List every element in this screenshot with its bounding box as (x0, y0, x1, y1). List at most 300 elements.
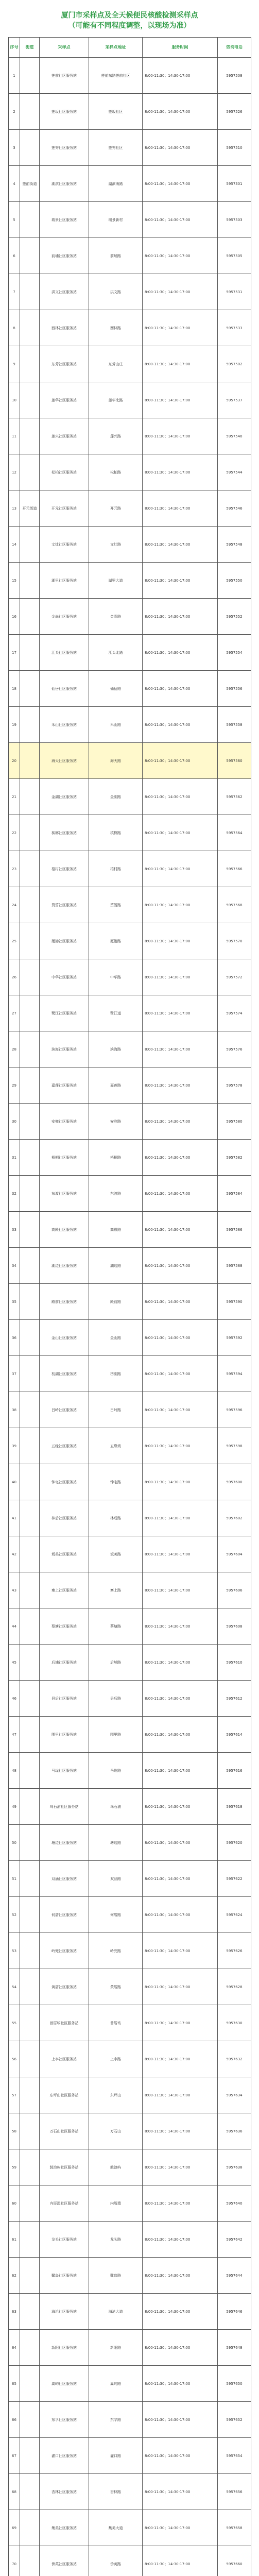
table-cell-phone: 5957640 (218, 2185, 251, 2222)
table-cell-address: 莲华北路 (89, 382, 143, 418)
table-cell-street (20, 202, 40, 238)
table-row (9, 707, 251, 743)
table-cell-street (20, 635, 40, 671)
table-cell-time: 8:00-11:30；14:30-17:00 (143, 454, 218, 490)
table-cell-time: 8:00-11:30；14:30-17:00 (143, 959, 218, 995)
table-cell-address: 筼筜路 (89, 887, 143, 923)
table-cell-site: 海天社区服务站 (40, 743, 89, 779)
table-row (9, 1969, 251, 2005)
table-cell-no: 25 (9, 923, 20, 959)
table-cell-site: 开元社区服务站 (40, 490, 89, 527)
table-cell-address: 县后路 (89, 1681, 143, 1717)
table-cell-site: 江头社区服务站 (40, 635, 89, 671)
table-cell-phone: 5957602 (218, 1500, 251, 1536)
table-cell-site: 何厝社区服务站 (40, 1897, 89, 1933)
table-cell-time: 8:00-11:30；14:30-17:00 (143, 671, 218, 707)
table-cell-time: 8:00-11:30；14:30-17:00 (143, 1536, 218, 1572)
table-cell-phone: 5957586 (218, 1212, 251, 1248)
table-row (9, 2149, 251, 2185)
table-cell-phone: 5957642 (218, 2222, 251, 2258)
table-cell-site: 杏林社区服务站 (40, 2474, 89, 2510)
table-row (9, 923, 251, 959)
table-cell-street (20, 743, 40, 779)
table-cell-phone: 5957604 (218, 1536, 251, 1572)
title-block (8, 10, 251, 31)
table-cell-address: 松柏路 (89, 454, 143, 490)
page-title: 厦门市采样点及全天候便民核酸检测采样点 (61, 11, 198, 20)
table-cell-address: 莲前东路莲前社区 (89, 58, 143, 94)
table-cell-time: 8:00-11:30；14:30-17:00 (143, 527, 218, 563)
table-cell-street (20, 2474, 40, 2510)
table-cell-street (20, 2510, 40, 2546)
table-cell-address: 洪文路 (89, 274, 143, 310)
table-cell-street (20, 1284, 40, 1320)
table-cell-no: 32 (9, 1176, 20, 1212)
table-row (9, 2510, 251, 2546)
table-cell-street (20, 418, 40, 454)
table-cell-no: 39 (9, 1428, 20, 1464)
table-cell-phone: 5957574 (218, 995, 251, 1031)
table-cell-site: 梧桐社区服务站 (40, 1140, 89, 1176)
table-cell-no: 57 (9, 2077, 20, 2113)
table-row (9, 1753, 251, 1789)
table-cell-phone: 5957636 (218, 2113, 251, 2149)
table-row (9, 1320, 251, 1356)
table-cell-address: 高殿路 (89, 1212, 143, 1248)
table-cell-phone: 5957503 (218, 202, 251, 238)
table-cell-address: 金湖路 (89, 779, 143, 815)
table-cell-phone: 5957588 (218, 1248, 251, 1284)
table-cell-site: 筼筜社区服务站 (40, 887, 89, 923)
table-cell-address: 槟榔路 (89, 815, 143, 851)
table-cell-street (20, 563, 40, 599)
table-cell-address: 东坪山 (89, 2077, 143, 2113)
table-row (9, 274, 251, 310)
table-row (9, 635, 251, 671)
table-cell-no: 24 (9, 887, 20, 923)
table-cell-site: 围里社区服务站 (40, 1717, 89, 1753)
table-cell-site: 龙头社区服务站 (40, 2222, 89, 2258)
table-row (9, 2077, 251, 2113)
table-row (9, 166, 251, 202)
table-cell-no: 10 (9, 382, 20, 418)
table-cell-phone: 5957656 (218, 2474, 251, 2510)
table-row (9, 599, 251, 635)
table-cell-street (20, 1248, 40, 1284)
table-cell-time: 8:00-11:30；14:30-17:00 (143, 707, 218, 743)
table-cell-time: 8:00-11:30；14:30-17:00 (143, 2005, 218, 2041)
table-cell-street: 开元街道 (20, 490, 40, 527)
table-cell-time: 8:00-11:30；14:30-17:00 (143, 1717, 218, 1753)
table-cell-address: 鹭江道 (89, 995, 143, 1031)
table-cell-site: 塘边社区服务站 (40, 1825, 89, 1861)
table-cell-phone: 5957644 (218, 2258, 251, 2294)
table-cell-time: 8:00-11:30；14:30-17:00 (143, 1067, 218, 1104)
table-cell-phone: 5957626 (218, 1933, 251, 1969)
table-cell-site: 东孚社区服务站 (40, 2402, 89, 2438)
table-cell-time: 8:00-11:30；14:30-17:00 (143, 1104, 218, 1140)
col-header-address: 采样点地址 (89, 38, 143, 58)
table-row (9, 1681, 251, 1717)
table-row (9, 2438, 251, 2474)
table-cell-time: 8:00-11:30；14:30-17:00 (143, 995, 218, 1031)
table-row (9, 1645, 251, 1681)
table-row (9, 454, 251, 490)
col-header-phone: 咨询电话 (218, 38, 251, 58)
table-cell-site: 坂美社区服务站 (40, 1536, 89, 1572)
table-cell-time: 8:00-11:30；14:30-17:00 (143, 2185, 218, 2222)
table-cell-no: 51 (9, 1861, 20, 1897)
table-cell-site: 鼓浪屿社区服务站 (40, 2149, 89, 2185)
table-cell-no: 52 (9, 1897, 20, 1933)
table-cell-no: 5 (9, 202, 20, 238)
table-cell-site: 黄厝社区服务站 (40, 1969, 89, 2005)
sampling-sites-table (8, 37, 251, 2576)
table-cell-address: 莲秀社区 (89, 130, 143, 166)
table-cell-address: 湖里大道 (89, 563, 143, 599)
table-cell-phone: 5957556 (218, 671, 251, 707)
table-cell-phone: 5957566 (218, 851, 251, 887)
table-cell-street (20, 454, 40, 490)
table-cell-time: 8:00-11:30；14:30-17:00 (143, 202, 218, 238)
table-cell-site: 槟榔社区服务站 (40, 815, 89, 851)
table-cell-phone: 5957652 (218, 2402, 251, 2438)
table-cell-time: 8:00-11:30；14:30-17:00 (143, 1356, 218, 1392)
table-cell-no: 41 (9, 1500, 20, 1536)
table-cell-time: 8:00-11:30；14:30-17:00 (143, 923, 218, 959)
table-cell-no: 66 (9, 2402, 20, 2438)
table-cell-site: 曾厝垵社区服务站 (40, 2005, 89, 2041)
table-cell-no: 15 (9, 563, 20, 599)
table-cell-address: 禾山路 (89, 707, 143, 743)
table-cell-site: 乌石浦社区服务站 (40, 1789, 89, 1825)
table-cell-phone: 5957616 (218, 1753, 251, 1789)
table-cell-phone: 5957648 (218, 2330, 251, 2366)
table-cell-no: 29 (9, 1067, 20, 1104)
table-cell-no: 44 (9, 1608, 20, 1645)
table-cell-time: 8:00-11:30；14:30-17:00 (143, 418, 218, 454)
table-cell-phone: 5957610 (218, 1645, 251, 1681)
table-cell-street (20, 130, 40, 166)
table-cell-phone: 5957537 (218, 382, 251, 418)
table-cell-no: 17 (9, 635, 20, 671)
table-cell-no: 61 (9, 2222, 20, 2258)
table-cell-street (20, 1067, 40, 1104)
table-cell-time: 8:00-11:30；14:30-17:00 (143, 1176, 218, 1212)
table-cell-site: 中华社区服务站 (40, 959, 89, 995)
table-cell-site: 东坪山社区服务站 (40, 2077, 89, 2113)
table-cell-no: 31 (9, 1140, 20, 1176)
table-cell-phone: 5957301 (218, 166, 251, 202)
table-cell-time: 8:00-11:30；14:30-17:00 (143, 599, 218, 635)
table-cell-site: 高殿社区服务站 (40, 1212, 89, 1248)
table-cell-phone: 5957660 (218, 2546, 251, 2576)
table-row (9, 2222, 251, 2258)
table-row (9, 1104, 251, 1140)
table-cell-no: 7 (9, 274, 20, 310)
table-cell-site: 岭兜社区服务站 (40, 1933, 89, 1969)
table-cell-phone: 5957624 (218, 1897, 251, 1933)
table-cell-address: 鼓浪屿 (89, 2149, 143, 2185)
table-cell-no: 34 (9, 1248, 20, 1284)
table-cell-site: 鹭岛社区服务站 (40, 2258, 89, 2294)
table-cell-street (20, 382, 40, 418)
table-cell-street (20, 346, 40, 382)
table-cell-phone: 5957560 (218, 743, 251, 779)
table-row (9, 1031, 251, 1067)
table-cell-site: 莲坂社区服务站 (40, 94, 89, 130)
table-cell-time: 8:00-11:30；14:30-17:00 (143, 1284, 218, 1320)
table-cell-site: 新阳社区服务站 (40, 2330, 89, 2366)
table-cell-site: 集美社区服务站 (40, 2510, 89, 2546)
table-cell-address: 金尚路 (89, 599, 143, 635)
table-cell-street (20, 2546, 40, 2576)
table-cell-phone: 5957654 (218, 2438, 251, 2474)
table-cell-time: 8:00-11:30；14:30-17:00 (143, 58, 218, 94)
table-cell-address: 莲兴路 (89, 418, 143, 454)
table-cell-address: 五缘湾 (89, 1428, 143, 1464)
table-cell-site: 双涵社区服务站 (40, 1861, 89, 1897)
table-cell-address: 梧村路 (89, 851, 143, 887)
table-cell-street (20, 2077, 40, 2113)
table-cell-site: 马垅社区服务站 (40, 1753, 89, 1789)
table-cell-address: 瑞景新村 (89, 202, 143, 238)
table-cell-phone: 5957634 (218, 2077, 251, 2113)
table-cell-phone: 5957548 (218, 527, 251, 563)
table-cell-no: 11 (9, 418, 20, 454)
table-cell-street (20, 1717, 40, 1753)
table-cell-street: 莲前街道 (20, 166, 40, 202)
table-cell-address: 围里路 (89, 1717, 143, 1753)
table-row (9, 1356, 251, 1392)
table-cell-street (20, 1861, 40, 1897)
table-row (9, 1789, 251, 1825)
table-cell-address: 嘉莲路 (89, 1067, 143, 1104)
table-row (9, 1825, 251, 1861)
table-cell-site: 湖滨社区服务站 (40, 166, 89, 202)
table-row (9, 2185, 251, 2222)
table-cell-site: 湖里社区服务站 (40, 563, 89, 599)
table-cell-no: 18 (9, 671, 20, 707)
table-cell-site: 吕岭社区服务站 (40, 1392, 89, 1428)
table-cell-time: 8:00-11:30；14:30-17:00 (143, 1464, 218, 1500)
table-cell-time: 8:00-11:30；14:30-17:00 (143, 2474, 218, 2510)
table-row (9, 130, 251, 166)
table-cell-time: 8:00-11:30；14:30-17:00 (143, 1212, 218, 1248)
table-cell-phone: 5957584 (218, 1176, 251, 1212)
table-cell-phone: 5957630 (218, 2005, 251, 2041)
table-cell-time: 8:00-11:30；14:30-17:00 (143, 1933, 218, 1969)
table-cell-address: 文灶路 (89, 527, 143, 563)
table-cell-time: 8:00-11:30；14:30-17:00 (143, 1608, 218, 1645)
table-cell-time: 8:00-11:30；14:30-17:00 (143, 1500, 218, 1536)
table-cell-no: 9 (9, 346, 20, 382)
table-cell-site: 瑞景社区服务站 (40, 202, 89, 238)
table-cell-address: 湖边路 (89, 1248, 143, 1284)
table-row (9, 995, 251, 1031)
table-cell-address: 后埔路 (89, 1645, 143, 1681)
table-cell-address: 安兜路 (89, 1104, 143, 1140)
table-cell-address: 灌口路 (89, 2438, 143, 2474)
table-cell-time: 8:00-11:30；14:30-17:00 (143, 2222, 218, 2258)
table-cell-address: 坂美路 (89, 1536, 143, 1572)
table-cell-street (20, 94, 40, 130)
table-cell-phone: 5957502 (218, 346, 251, 382)
table-row (9, 1717, 251, 1753)
table-row (9, 1284, 251, 1320)
table-cell-street (20, 923, 40, 959)
table-cell-time: 8:00-11:30；14:30-17:00 (143, 2041, 218, 2077)
table-cell-time: 8:00-11:30；14:30-17:00 (143, 2330, 218, 2366)
table-cell-site: 县后社区服务站 (40, 1681, 89, 1717)
table-cell-phone: 5957562 (218, 779, 251, 815)
table-cell-time: 8:00-11:30；14:30-17:00 (143, 2402, 218, 2438)
table-cell-time: 8:00-11:30；14:30-17:00 (143, 1789, 218, 1825)
table-cell-phone: 5957622 (218, 1861, 251, 1897)
table-cell-address: 内厝澳 (89, 2185, 143, 2222)
table-cell-address: 曾厝垵 (89, 2005, 143, 2041)
table-cell-street (20, 1897, 40, 1933)
table-cell-site: 莲秀社区服务站 (40, 130, 89, 166)
table-cell-street (20, 1356, 40, 1392)
table-cell-no: 13 (9, 490, 20, 527)
table-cell-street (20, 2330, 40, 2366)
table-cell-site: 金湖社区服务站 (40, 779, 89, 815)
table-row (9, 2402, 251, 2438)
table-cell-no: 58 (9, 2113, 20, 2149)
table-cell-address: 东渡路 (89, 1176, 143, 1212)
table-cell-phone: 5957614 (218, 1717, 251, 1753)
table-cell-no: 59 (9, 2149, 20, 2185)
table-cell-no: 69 (9, 2510, 20, 2546)
table-cell-address: 林后路 (89, 1500, 143, 1536)
table-cell-no: 40 (9, 1464, 20, 1500)
table-cell-no: 3 (9, 130, 20, 166)
table-cell-phone: 5957658 (218, 2510, 251, 2546)
table-cell-address: 鹭岛路 (89, 2258, 143, 2294)
table-cell-address: 金山路 (89, 1320, 143, 1356)
table-cell-site: 后埔社区服务站 (40, 1645, 89, 1681)
table-cell-street (20, 1933, 40, 1969)
table-cell-street (20, 2005, 40, 2041)
table-cell-no: 8 (9, 310, 20, 346)
table-cell-time: 8:00-11:30；14:30-17:00 (143, 166, 218, 202)
table-row (9, 2366, 251, 2402)
table-cell-site: 安兜社区服务站 (40, 1104, 89, 1140)
table-cell-address: 钟宅路 (89, 1464, 143, 1500)
table-cell-address: 双涵路 (89, 1861, 143, 1897)
table-cell-time: 8:00-11:30；14:30-17:00 (143, 238, 218, 274)
table-cell-time: 8:00-11:30；14:30-17:00 (143, 1753, 218, 1789)
table-cell-no: 70 (9, 2546, 20, 2576)
table-cell-street (20, 1500, 40, 1536)
table-row (9, 1861, 251, 1897)
table-cell-time: 8:00-11:30；14:30-17:00 (143, 851, 218, 887)
table-cell-time: 8:00-11:30；14:30-17:00 (143, 490, 218, 527)
table-cell-time: 8:00-11:30；14:30-17:00 (143, 2510, 218, 2546)
table-cell-phone: 5957592 (218, 1320, 251, 1356)
table-cell-site: 灌口社区服务站 (40, 2438, 89, 2474)
table-cell-street (20, 1320, 40, 1356)
table-cell-street (20, 995, 40, 1031)
table-row (9, 1248, 251, 1284)
table-cell-time: 8:00-11:30；14:30-17:00 (143, 1825, 218, 1861)
table-cell-site: 枋湖社区服务站 (40, 1356, 89, 1392)
table-row (9, 1067, 251, 1104)
table-cell-phone: 5957570 (218, 923, 251, 959)
table-cell-time: 8:00-11:30；14:30-17:00 (143, 1031, 218, 1067)
table-cell-phone: 5957606 (218, 1572, 251, 1608)
table-cell-no: 60 (9, 2185, 20, 2222)
table-cell-street (20, 779, 40, 815)
table-cell-time: 8:00-11:30；14:30-17:00 (143, 2366, 218, 2402)
table-cell-no: 37 (9, 1356, 20, 1392)
table-cell-street (20, 2113, 40, 2149)
table-row (9, 959, 251, 995)
table-cell-site: 滨海社区服务站 (40, 1031, 89, 1067)
table-row (9, 1572, 251, 1608)
table-cell-phone: 5957628 (218, 1969, 251, 2005)
table-cell-site: 鹭江社区服务站 (40, 995, 89, 1031)
table-cell-address: 何厝路 (89, 1897, 143, 1933)
table-cell-street (20, 1176, 40, 1212)
table-cell-time: 8:00-11:30；14:30-17:00 (143, 1428, 218, 1464)
table-row (9, 94, 251, 130)
table-cell-street (20, 1104, 40, 1140)
table-cell-address: 东孚路 (89, 2402, 143, 2438)
table-cell-address: 黄厝路 (89, 1969, 143, 2005)
table-cell-address: 滨海路 (89, 1031, 143, 1067)
table-cell-no: 63 (9, 2294, 20, 2330)
table-cell-site: 海沧社区服务站 (40, 2294, 89, 2330)
table-cell-no: 68 (9, 2474, 20, 2510)
table-cell-site: 西林社区服务站 (40, 310, 89, 346)
table-cell-time: 8:00-11:30；14:30-17:00 (143, 635, 218, 671)
table-cell-phone: 5957590 (218, 1284, 251, 1320)
table-cell-phone: 5957526 (218, 94, 251, 130)
table-cell-phone: 5957531 (218, 274, 251, 310)
table-cell-no: 21 (9, 779, 20, 815)
table-cell-phone: 5957618 (218, 1789, 251, 1825)
table-cell-phone: 5957544 (218, 454, 251, 490)
table-cell-street (20, 2149, 40, 2185)
table-row (9, 1536, 251, 1572)
table-cell-time: 8:00-11:30；14:30-17:00 (143, 1248, 218, 1284)
table-cell-phone: 5957596 (218, 1392, 251, 1428)
table-cell-no: 67 (9, 2438, 20, 2474)
table-cell-no: 35 (9, 1284, 20, 1320)
table-cell-no: 22 (9, 815, 20, 851)
table-row (9, 2258, 251, 2294)
table-cell-no: 20 (9, 743, 20, 779)
table-row (9, 1933, 251, 1969)
table-cell-site: 东芳社区服务站 (40, 346, 89, 382)
table-cell-time: 8:00-11:30；14:30-17:00 (143, 1897, 218, 1933)
table-cell-time: 8:00-11:30；14:30-17:00 (143, 2438, 218, 2474)
table-cell-address: 前埔路 (89, 238, 143, 274)
table-cell-time: 8:00-11:30；14:30-17:00 (143, 2258, 218, 2294)
table-cell-time: 8:00-11:30；14:30-17:00 (143, 130, 218, 166)
table-row (9, 2113, 251, 2149)
table-cell-site: 蔡塘社区服务站 (40, 1608, 89, 1645)
table-cell-phone: 5957508 (218, 58, 251, 94)
table-cell-phone: 5957564 (218, 815, 251, 851)
table-cell-address: 杏林路 (89, 2474, 143, 2510)
page-subtitle: （可能有不同程度调整，以现场为准） (68, 22, 191, 30)
table-cell-time: 8:00-11:30；14:30-17:00 (143, 2113, 218, 2149)
table-cell-phone: 5957612 (218, 1681, 251, 1717)
table-cell-street (20, 2258, 40, 2294)
